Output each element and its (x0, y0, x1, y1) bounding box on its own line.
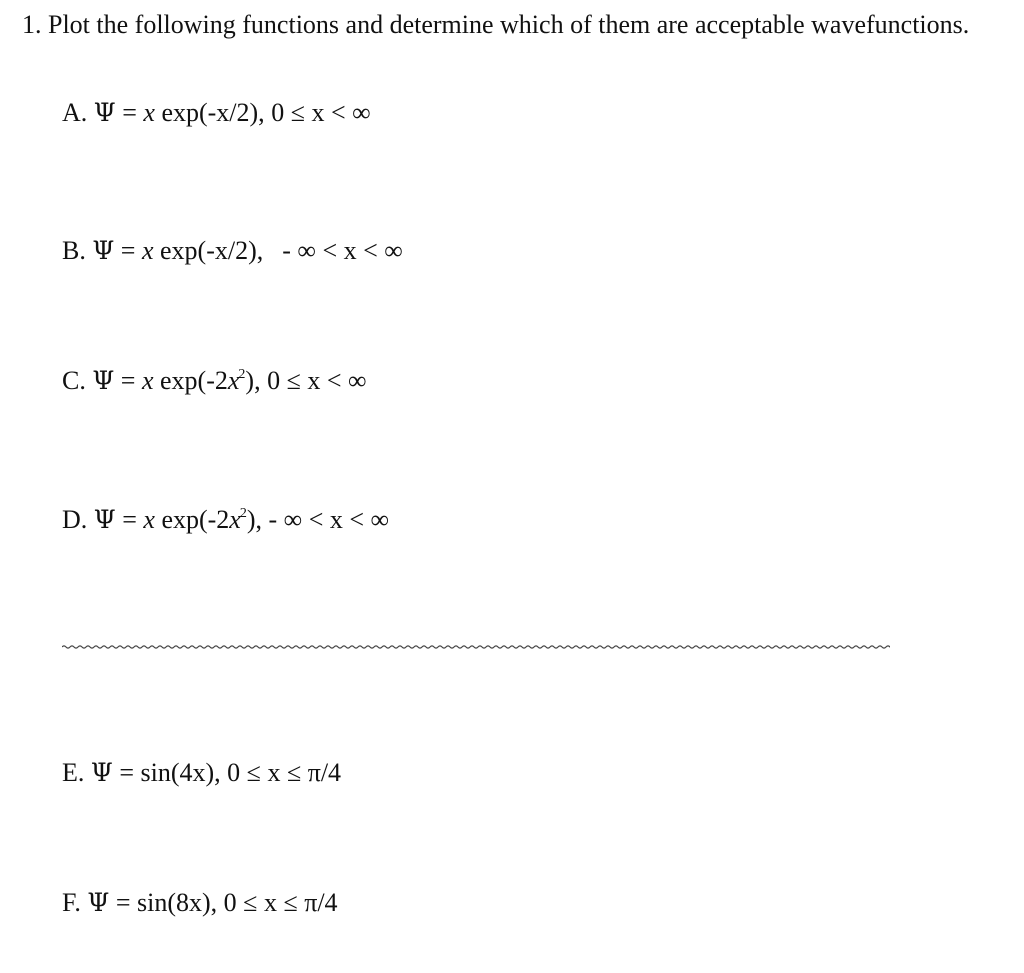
equals-sign: = (122, 505, 137, 534)
exponent: 2 (238, 367, 246, 382)
function-body: $\exp(-2x^2)$, (160, 366, 261, 395)
function-prefix: x (141, 236, 154, 265)
equals-sign: = (115, 888, 131, 917)
item-f (62, 890, 338, 916)
item-label: D. (62, 505, 88, 534)
equals-sign: = (122, 98, 137, 127)
item-a (62, 100, 371, 126)
function-prefix: x (141, 366, 154, 395)
question-number: 1. (22, 10, 42, 39)
item-label: B. (62, 236, 86, 265)
function-body: exp(-x/2), (161, 98, 265, 127)
question-heading (22, 10, 969, 40)
domain: 0 ≤ x < ∞ (271, 98, 371, 127)
exponent: 2 (239, 506, 247, 521)
function-prefix: x (143, 98, 155, 127)
psi-symbol: Ψ (93, 98, 116, 127)
equals-sign: = (119, 758, 134, 787)
item-b (62, 238, 403, 264)
psi-symbol: Ψ (92, 366, 115, 395)
equals-sign: = (120, 366, 136, 395)
item-label: A. (62, 98, 88, 127)
function-body: sin(4x), (140, 758, 221, 787)
wavy-divider (62, 640, 890, 654)
psi-symbol: Ψ (93, 505, 116, 534)
psi-symbol: Ψ (90, 758, 113, 787)
function-body: exp(-x/2), (160, 236, 264, 265)
item-label: F. (62, 888, 81, 917)
psi-symbol: Ψ (87, 888, 110, 917)
item-label: C. (62, 366, 86, 395)
function-body: $\exp(-2x^2)$, (161, 505, 263, 534)
domain: 0 ≤ x < ∞ (267, 366, 367, 395)
item-e (62, 760, 341, 786)
function-prefix: x (143, 505, 155, 534)
domain: - ∞ < x < ∞ (268, 505, 390, 534)
question-text: Plot the following functions and determine which of them are acceptable wavefunctions. (48, 10, 970, 39)
domain: 0 ≤ x ≤ π/4 (223, 888, 338, 917)
item-c (62, 368, 367, 394)
item-label: E. (62, 758, 85, 787)
function-body: sin(8x), (137, 888, 218, 917)
item-d (62, 507, 389, 533)
psi-symbol: Ψ (92, 236, 115, 265)
equals-sign: = (120, 236, 136, 265)
domain: 0 ≤ x ≤ π/4 (227, 758, 342, 787)
domain: - ∞ < x < ∞ (282, 236, 403, 265)
